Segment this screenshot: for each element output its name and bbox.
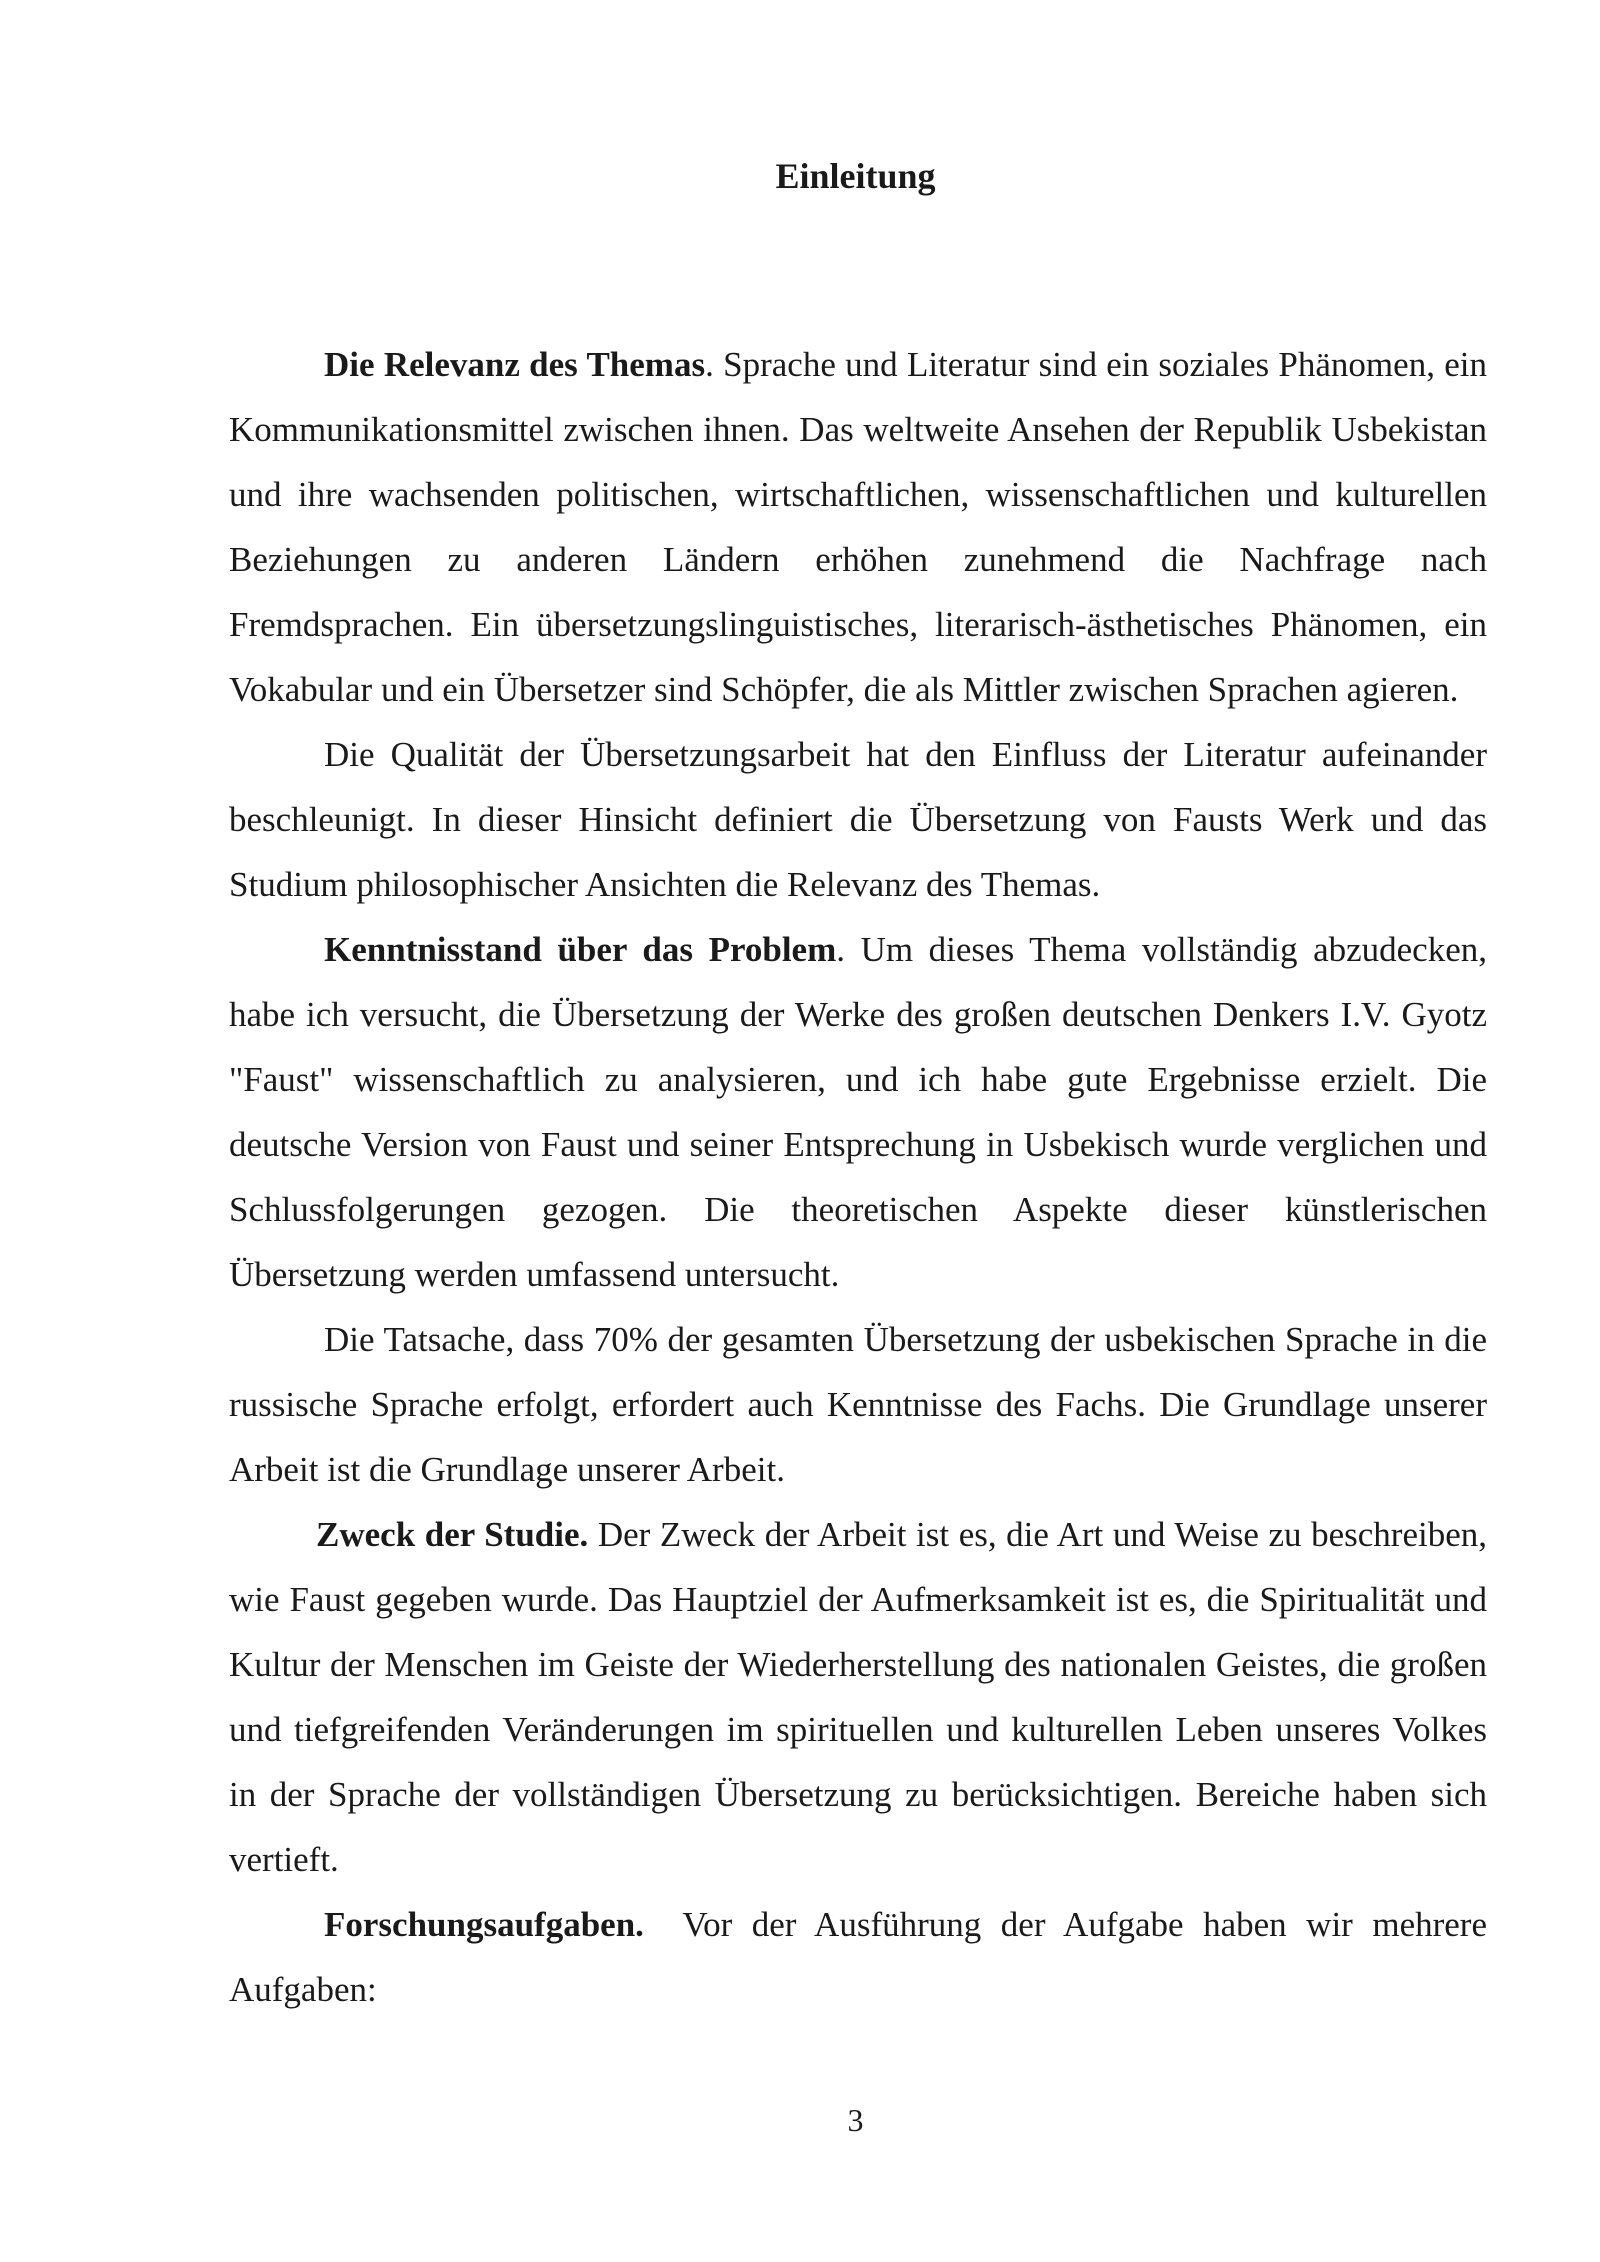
paragraph-research-tasks (229, 1892, 1494, 2022)
paragraph-purpose-text: Der Zweck der Arbeit ist es, die Art und Weise zu beschreiben, wie Faust gegeben wurde. Das Hauptziel der Aufmerksamkeit ist es, die Spiritualität und Kultur der Menschen im Geiste der Wiederherstellung des nationalen Geistes, die großen und tiefgreifenden Veränderungen im spirituellen und kulturellen Leben unseres Volkes in der Sprache der vollständigen Übersetzung zu berücksichtigen. Bereiche haben sich vertieft. (229, 1515, 1487, 1879)
paragraph-purpose (229, 1502, 1487, 1892)
paragraph-research-tasks-text: Vor der Ausführung der Aufgabe haben wir mehrere Aufgaben: (229, 1905, 1494, 2009)
paragraph-state-of-knowledge-text: Um dieses Thema vollständig abzudecken, habe ich versucht, die Übersetzung der Werke des großen deutschen Denkers I.V. Gyotz "Faust" wissenschaftlich zu analysieren, und ich habe gute Ergebnisse erzielt. Die deutsche Version von Faust und seiner Entsprechung in Usbekisch wurde verglichen und Schlussfolgerungen gezogen. Die theoretischen Aspekte dieser künstlerischen Übersetzung werden umfassend untersucht. (229, 930, 1487, 1294)
heading-state-of-knowledge: Kenntnisstand über das Problem (324, 930, 837, 969)
paragraph-state-of-knowledge (229, 917, 1487, 1307)
heading-relevance: Die Relevanz des Themas (324, 345, 706, 384)
page-number: 3 (847, 2102, 864, 2138)
paragraph-quality (229, 722, 1487, 917)
page-title: Einleitung (775, 156, 936, 196)
heading-relevance-suffix: . (705, 345, 714, 384)
paragraph-relevance (229, 332, 1487, 722)
paragraph-quality-text: Die Qualität der Übersetzungsarbeit hat den Einfluss der Literatur aufeinander beschleunigt. In dieser Hinsicht definiert die Übersetzung von Fausts Werk und das Studium philosophischer Ansichten die Relevanz des Themas. (229, 735, 1487, 904)
paragraph-relevance-text: Sprache und Literatur sind ein soziales Phänomen, ein Kommunikationsmittel zwischen ihnen. Das weltweite Ansehen der Republik Usbekistan und ihre wachsenden politischen, wirtschaftlichen, wissenschaftlichen und kulturellen Beziehungen zu anderen Ländern erhöhen zunehmend die Nachfrage nach Fremdsprachen. Ein übersetzungslinguistisches, literarisch-ästhetisches Phänomen, ein Vokabular und ein Übersetzer sind Schöpfer, die als Mittler zwischen Sprachen agieren. (229, 345, 1487, 709)
paragraph-fact (229, 1307, 1487, 1502)
paragraph-fact-text: Die Tatsache, dass 70% der gesamten Übersetzung der usbekischen Sprache in die russische Sprache erfolgt, erfordert auch Kenntnisse des Fachs. Die Grundlage unserer Arbeit ist die Grundlage unserer Arbeit. (229, 1320, 1487, 1489)
heading-research-tasks: Forschungsaufgaben. (324, 1905, 644, 1944)
heading-state-of-knowledge-suffix: . (836, 930, 845, 969)
body-text (229, 332, 1494, 2022)
heading-purpose: Zweck der Studie. (316, 1515, 589, 1554)
